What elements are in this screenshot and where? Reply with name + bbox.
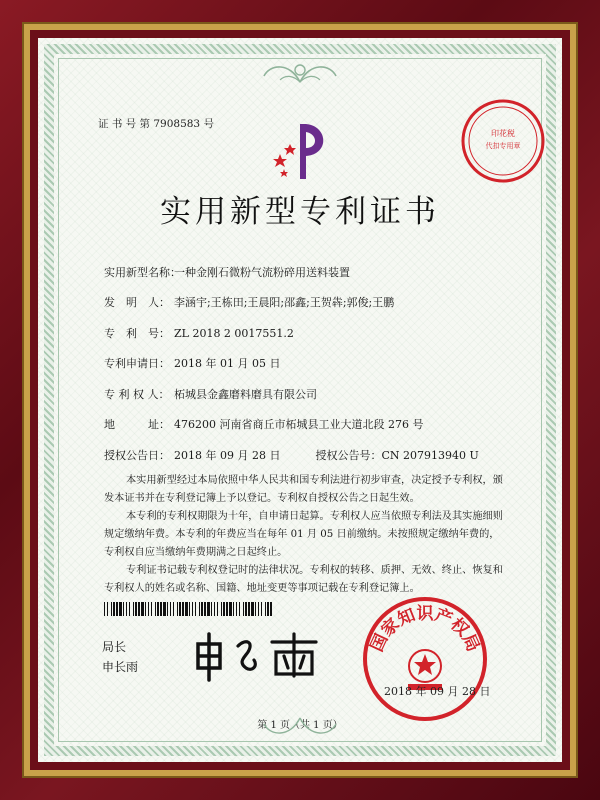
- field-label: 专 利 权 人：: [104, 388, 170, 401]
- field-label: 地 址：: [104, 418, 170, 431]
- certificate-paper: [38, 38, 562, 762]
- field-grant-date: [104, 447, 479, 463]
- field-value: 李涵宇;王栋田;王晨阳;邵鑫;王贺犇;郭俊;王鹏: [174, 296, 395, 309]
- svg-text:印花税: 印花税: [491, 129, 515, 138]
- top-ornament-icon: [260, 52, 340, 90]
- certificate-number: 证 书 号 第 7908583 号: [98, 118, 214, 130]
- field-patentee: [104, 386, 317, 402]
- field-value: 2018 年 01 月 05 日: [174, 357, 281, 370]
- field-label: 实用新型名称：: [104, 266, 181, 279]
- paragraph-term: 本专利的专利权期限为十年，自申请日起算。专利权人应当依照专利法及其实施细则规定缴纳年费。本专利的年费应当在每年 01 月 05 日前缴纳。未按照规定缴纳年费的，专利权自应当缴纳年费期满之日起终止。: [104, 511, 503, 558]
- signer-title: 局长: [102, 640, 127, 654]
- field-value: 476200 河南省商丘市柘城县工业大道北段 276 号: [174, 418, 424, 431]
- field-utility-model-name: [104, 264, 350, 280]
- stamp-duty-seal-icon: [458, 96, 548, 186]
- field-label: 发 明 人：: [104, 296, 170, 309]
- page-number: 第 1 页（共 1 页）: [257, 720, 343, 731]
- patent-office-logo-icon: [270, 114, 334, 184]
- field-filing-date: [104, 355, 280, 371]
- handwritten-signature-icon: [188, 624, 328, 684]
- paragraph-legal-status: 专利证书记载专利权登记时的法律状况。专利权的转移、质押、无效、终止、恢复和专利权人的姓名或名称、国籍、地址变更等事项记载在专利登记簿上。: [104, 565, 503, 594]
- field-address: [104, 416, 423, 432]
- field-value: ZL 2018 2 0017551.2: [174, 327, 294, 340]
- field-label: 专利申请日：: [104, 357, 170, 370]
- field-patent-number: [104, 325, 294, 341]
- seal-date: 2018 年 09 月 28 日: [384, 685, 491, 698]
- field-value: 一种金刚石微粉气流粉碎用送料装置: [174, 266, 350, 279]
- field-value: 2018 年 09 月 28 日: [174, 449, 281, 462]
- field-extra-value: CN 207913940 U: [381, 449, 479, 462]
- svg-text:代扣专用章: 代扣专用章: [485, 142, 521, 150]
- paragraph-grant: 本实用新型经过本局依照中华人民共和国专利法进行初步审查，决定授予专利权，颁发本证书并在专利登记簿上予以登记。专利权自授权公告之日起生效。: [104, 475, 503, 504]
- svg-text:国家知识产权局: [367, 604, 483, 655]
- barcode-icon: [104, 602, 274, 616]
- signer-name: 申长雨: [102, 660, 139, 674]
- cnipa-official-seal-icon: [360, 594, 490, 724]
- field-label: 授权公告日：: [104, 449, 170, 462]
- field-inventors: [104, 294, 394, 310]
- bottom-ornament-icon: [260, 710, 340, 748]
- field-value: 柘城县金鑫磨料磨具有限公司: [174, 388, 317, 401]
- field-extra-label: 授权公告号：: [315, 449, 382, 462]
- seal-text: 国家知识产权局: [367, 604, 483, 655]
- field-label: 专 利 号：: [104, 327, 170, 340]
- certificate-title: 实用新型专利证书: [160, 194, 440, 230]
